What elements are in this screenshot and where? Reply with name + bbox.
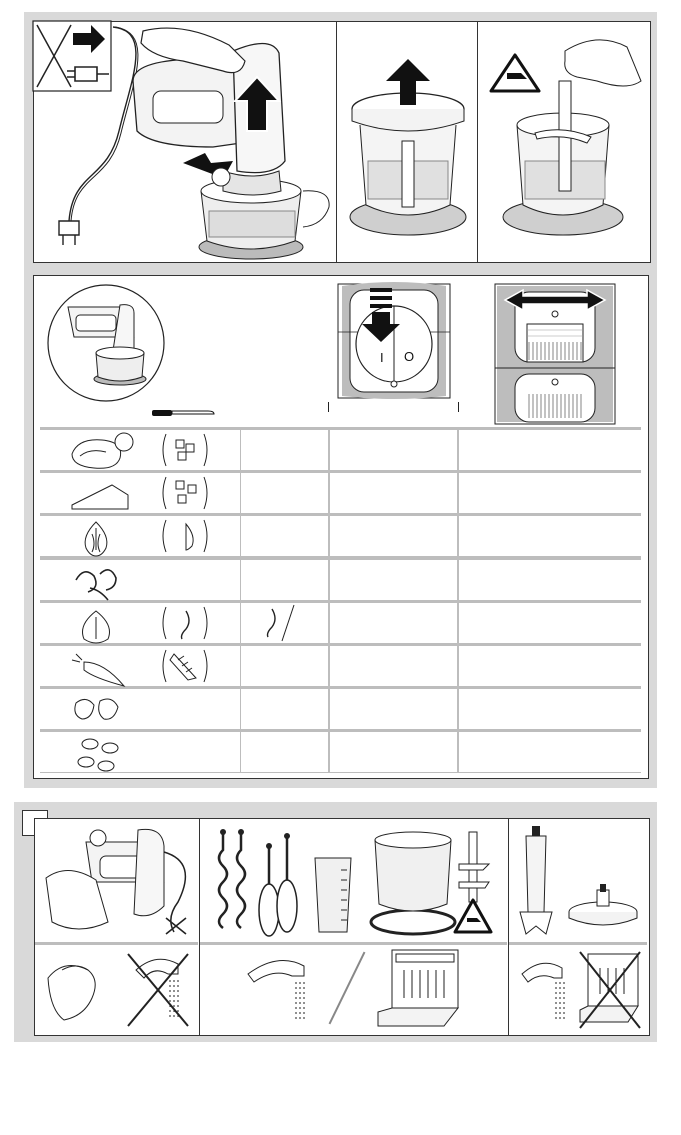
chopper-blade-icon bbox=[459, 832, 489, 902]
table-cell bbox=[459, 603, 641, 643]
half-onion-icon bbox=[160, 516, 210, 556]
table-cell bbox=[330, 560, 457, 600]
nuts-icon bbox=[66, 689, 136, 729]
table-cell bbox=[241, 732, 328, 772]
cleaning-divider-3 bbox=[509, 942, 647, 945]
no-tap-icon bbox=[126, 950, 190, 1028]
table-cell bbox=[330, 646, 457, 686]
table-cell bbox=[459, 646, 641, 686]
table-cell bbox=[459, 473, 641, 513]
chopper-bowl-icon bbox=[371, 832, 455, 934]
dough-hooks-icon bbox=[219, 829, 245, 928]
table-cell bbox=[330, 689, 457, 729]
switch-label-off: O bbox=[404, 349, 415, 364]
chunks-icon bbox=[160, 473, 210, 513]
onion-icon bbox=[66, 516, 136, 556]
header-tick-2 bbox=[458, 402, 459, 412]
hand-mixer-cleaning-icon bbox=[38, 822, 194, 940]
no-dishwasher-icon bbox=[578, 950, 642, 1030]
wipe-cloth-icon bbox=[44, 950, 114, 1028]
table-cell bbox=[241, 473, 328, 513]
table-cell bbox=[241, 430, 328, 470]
garlic-icon bbox=[66, 603, 136, 643]
carrot-icon bbox=[66, 646, 136, 686]
switch-label-on: I bbox=[380, 350, 384, 365]
table-cell bbox=[241, 689, 328, 729]
knife-icon bbox=[152, 408, 214, 418]
table-cell bbox=[330, 603, 457, 643]
crossed-plug-icon bbox=[33, 21, 111, 91]
cubes-icon bbox=[160, 430, 210, 470]
almonds-icon bbox=[66, 732, 136, 772]
beaker-icon bbox=[315, 858, 351, 932]
dishwasher-icon bbox=[378, 950, 460, 1030]
table-cell bbox=[241, 516, 328, 556]
lift-lid-illustration bbox=[336, 21, 476, 261]
unplug-illustration bbox=[33, 21, 335, 261]
tap-icon bbox=[520, 950, 570, 1028]
attachments-illustration bbox=[203, 822, 503, 940]
herbs-icon bbox=[66, 560, 136, 600]
blender-shaft-icon bbox=[514, 826, 564, 942]
header-tick-1 bbox=[328, 402, 329, 412]
table-cell bbox=[330, 473, 457, 513]
cleaning-divider-1 bbox=[35, 942, 198, 945]
chopper-lid-icon bbox=[566, 882, 640, 926]
table-cell bbox=[330, 516, 457, 556]
remove-blade-illustration bbox=[477, 21, 649, 261]
table-cell bbox=[241, 646, 328, 686]
table-cell bbox=[330, 430, 457, 470]
garlic-clove-icon bbox=[160, 603, 210, 643]
table-cell bbox=[459, 560, 641, 600]
table-cell bbox=[459, 732, 641, 772]
table-cell bbox=[241, 560, 328, 600]
switch-diagram bbox=[338, 284, 450, 398]
assembled-chopper-illustration bbox=[46, 283, 166, 403]
clove-slash-icon bbox=[254, 603, 302, 643]
speed-dial-diagram bbox=[495, 284, 615, 424]
meat-icon bbox=[66, 430, 136, 470]
tap-icon bbox=[244, 950, 324, 1028]
cleaning-divider-2 bbox=[200, 942, 507, 945]
table-cell bbox=[459, 430, 641, 470]
blade-warning-icon bbox=[455, 900, 491, 932]
hand-icon bbox=[565, 40, 641, 86]
cheese-icon bbox=[66, 473, 136, 513]
table-cell bbox=[330, 732, 457, 772]
table-cell bbox=[459, 516, 641, 556]
carrot-pieces-icon bbox=[160, 646, 210, 686]
table-cell bbox=[459, 689, 641, 729]
beaters-icon bbox=[259, 833, 297, 936]
